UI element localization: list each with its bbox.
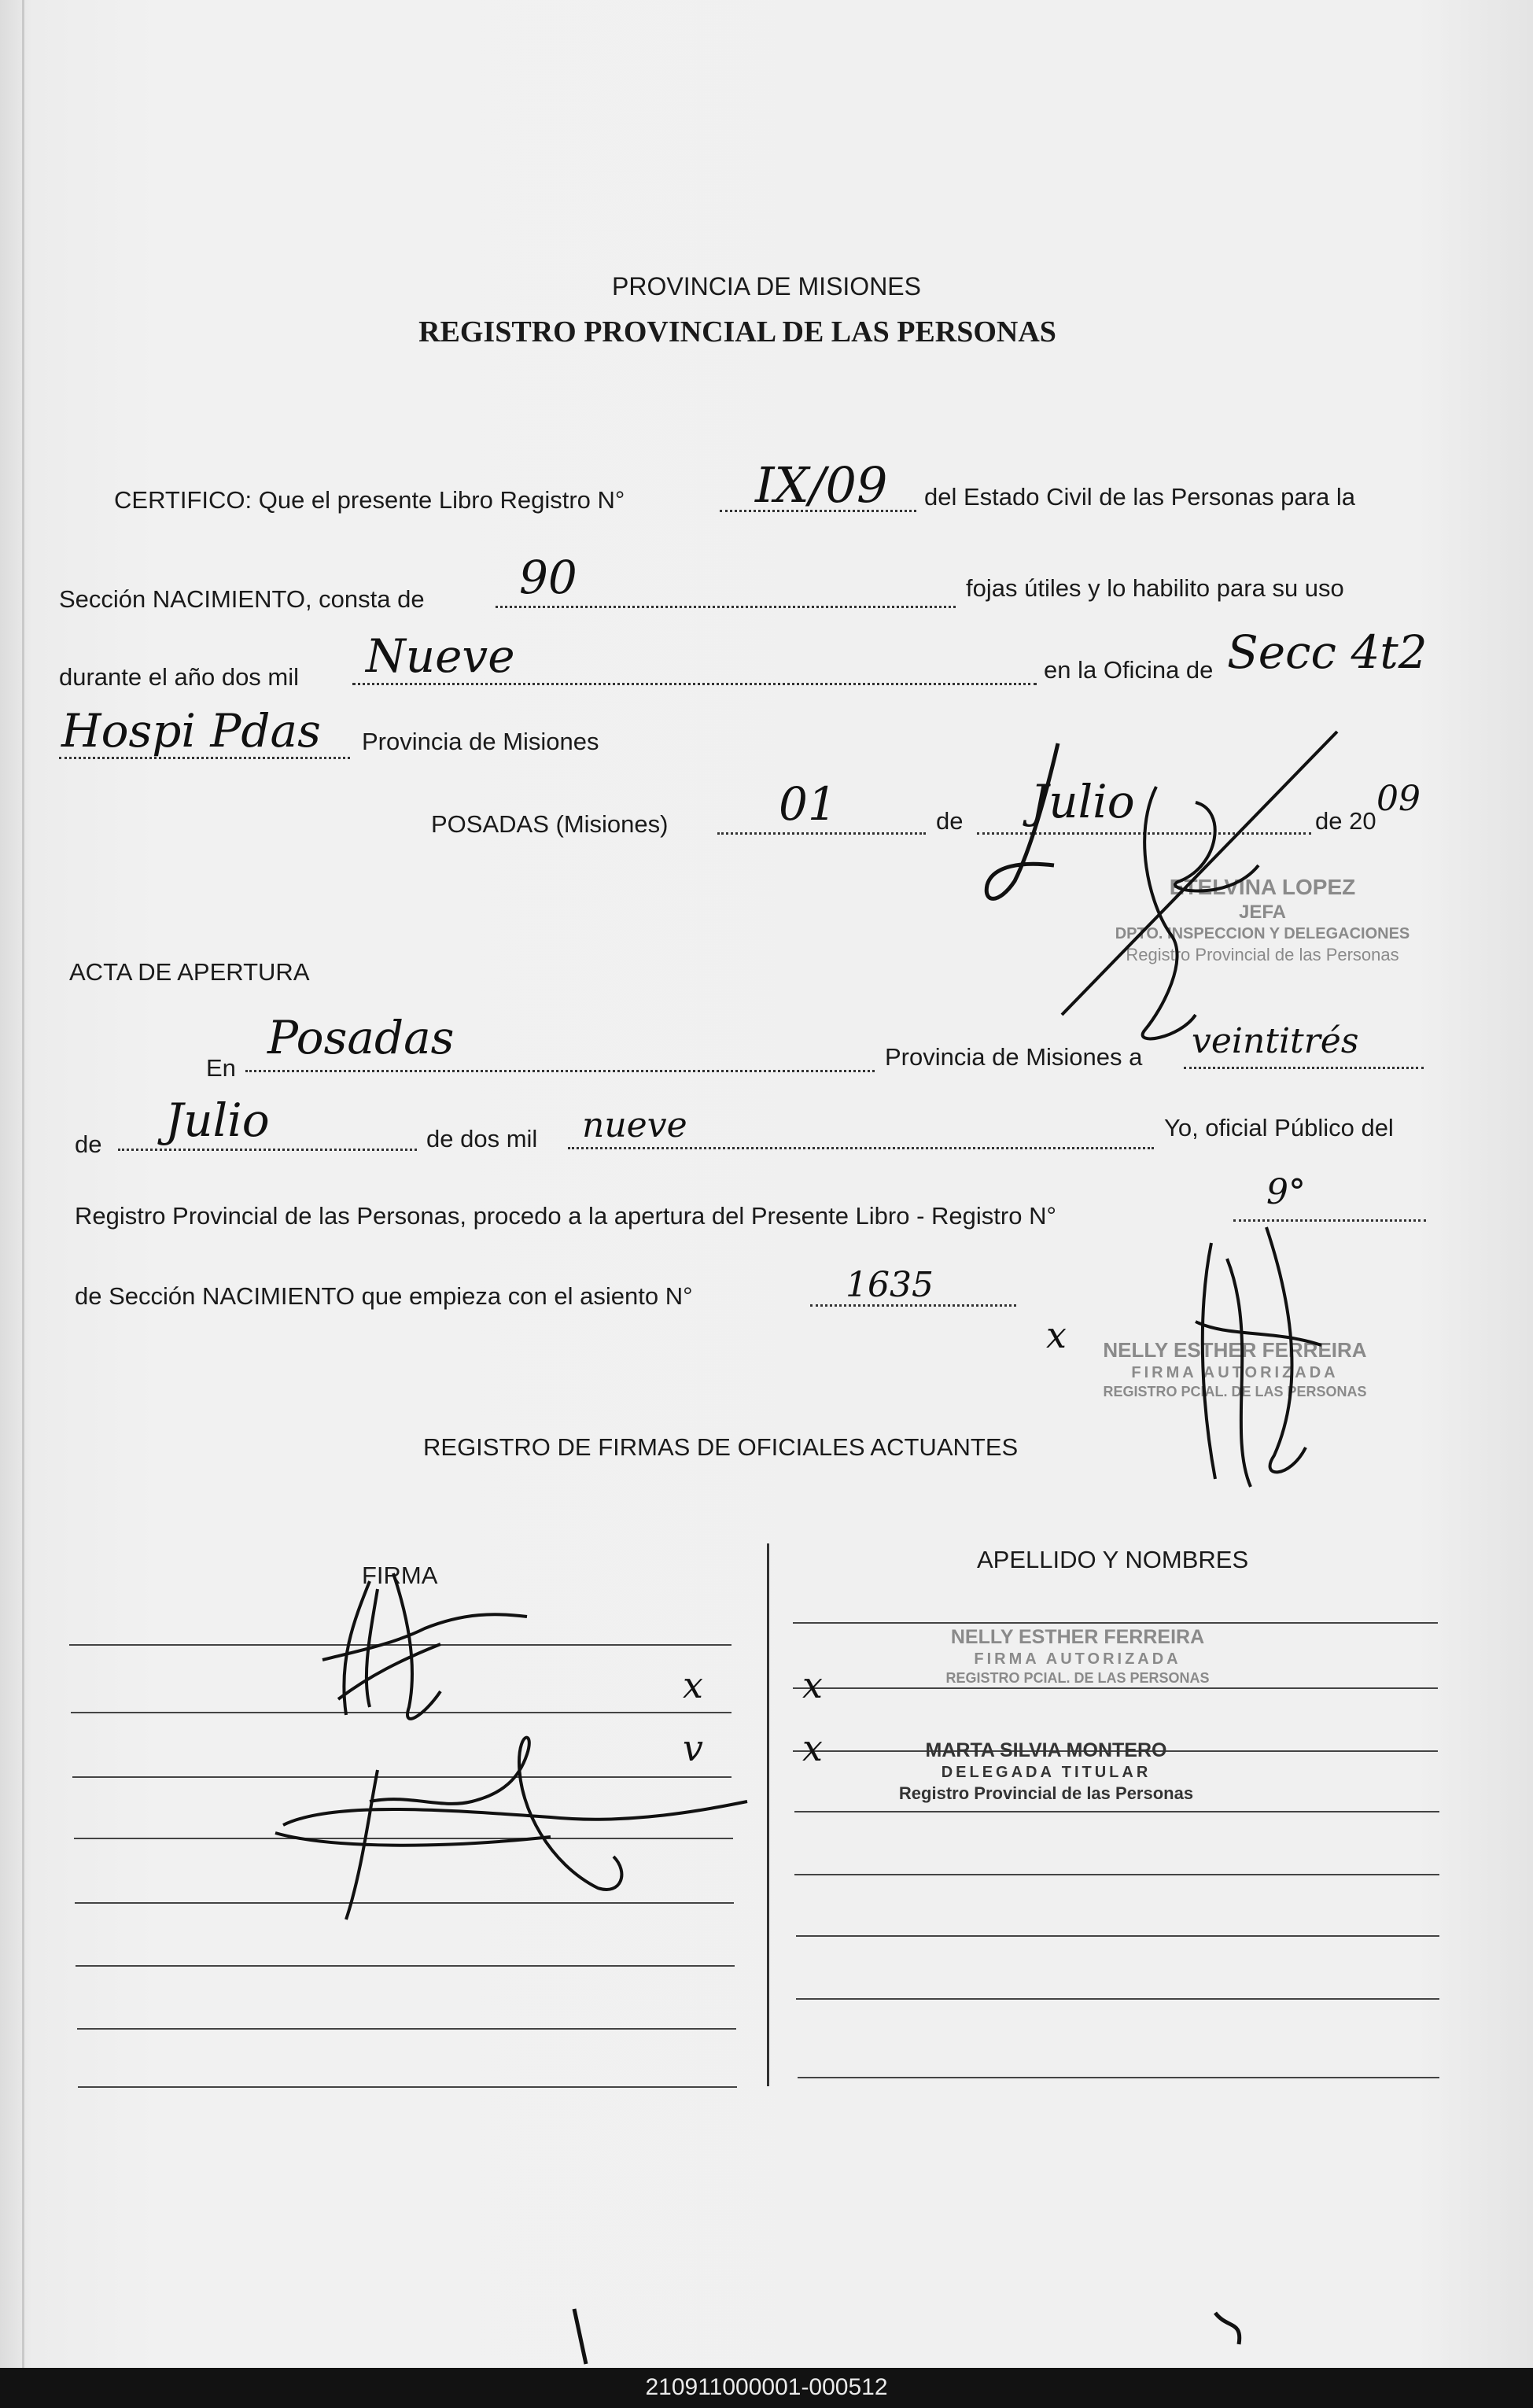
handwritten-anio-final: 09	[1376, 779, 1421, 819]
certifico-line2-text: Sección NACIMIENTO, consta de	[59, 585, 425, 613]
entry2-role: DELEGADA TITULAR	[941, 1764, 1152, 1782]
handwritten-dia: 01	[779, 777, 837, 831]
handwritten-lugar: Posadas	[267, 1011, 455, 1064]
stamp-nelly-org: REGISTRO PCIAL. DE LAS PERSONAS	[1103, 1383, 1367, 1399]
acta-de: de	[75, 1130, 102, 1158]
certifico-line1-end: del Estado Civil de las Personas para la	[924, 483, 1355, 511]
acta-provincia: Provincia de Misiones a	[885, 1043, 1143, 1071]
handwritten-mes: Julio	[1030, 775, 1135, 828]
acta-line4: de Sección NACIMIENTO que empieza con el asiento N°	[75, 1282, 693, 1310]
handwritten-libro-numero: IX/09	[755, 456, 888, 514]
entry1-name: NELLY ESTHER FERREIRA	[950, 1626, 1205, 1648]
stamp-jefa-org: Registro Provincial de las Personas	[1126, 945, 1399, 964]
handwritten-dia-letras: veintitrés	[1192, 1021, 1359, 1061]
acta-yo-oficial: Yo, oficial Público del	[1164, 1114, 1394, 1141]
entry1-role: FIRMA AUTORIZADA	[974, 1650, 1181, 1669]
footer-document-id: 210911000001-000512	[645, 2374, 888, 2400]
acta-title: ACTA DE APERTURA	[69, 958, 310, 986]
col-firma-header: FIRMA	[362, 1562, 438, 1589]
stamp-jefa-name: ETELVINA LOPEZ	[1169, 875, 1356, 899]
stamp-jefa-role: JEFA	[1238, 902, 1287, 923]
handwritten-fojas: 90	[519, 551, 577, 604]
handwritten-name-mark-1: x	[802, 1664, 823, 1706]
handwritten-asiento: 1635	[846, 1265, 934, 1305]
acta-de-dos-mil: de dos mil	[426, 1125, 538, 1152]
firmas-title: REGISTRO DE FIRMAS DE OFICIALES ACTUANTES	[423, 1433, 1019, 1461]
registry-heading: REGISTRO PROVINCIAL DE LAS PERSONAS	[418, 315, 1056, 348]
entry1-org: REGISTRO PCIAL. DE LAS PERSONAS	[945, 1670, 1210, 1687]
handwritten-mark-2: v	[683, 1727, 703, 1769]
acta-line3: Registro Provincial de las Personas, procedo a la apertura del Presente Libro - Registro N°	[75, 1202, 1056, 1230]
handwritten-mark-1: x	[683, 1664, 703, 1706]
handwritten-oficina-b: Hospi Pdas	[61, 704, 321, 758]
handwritten-registro-numero: 9°	[1266, 1172, 1306, 1212]
province-heading: PROVINCIA DE MISIONES	[612, 272, 921, 301]
handwritten-name-mark-2: x	[802, 1727, 823, 1769]
entry2-name: MARTA SILVIA MONTERO	[925, 1739, 1167, 1761]
handwritten-acta-anio: nueve	[582, 1105, 687, 1145]
handwritten-acta-mes: Julio	[165, 1093, 270, 1147]
date-de-1: de	[936, 807, 964, 835]
col-nombres-header: APELLIDO Y NOMBRES	[977, 1546, 1249, 1573]
stamp-jefa-dept: DPTO. INSPECCION Y DELEGACIONES	[1115, 925, 1410, 942]
certifico-line1-text: CERTIFICO: Que el presente Libro Registro N°	[114, 486, 625, 514]
handwritten-oficina-a: Secc 4t2	[1227, 625, 1428, 679]
handwritten-anio: Nueve	[366, 629, 515, 683]
stamp-nelly-name: NELLY ESTHER FERREIRA	[1103, 1338, 1367, 1362]
handwritten-mark: x	[1046, 1314, 1067, 1356]
date-place: POSADAS (Misiones)	[431, 810, 669, 838]
stamp-nelly-role: FIRMA AUTORIZADA	[1131, 1363, 1339, 1381]
certifico-line3-end: en la Oficina de	[1044, 656, 1214, 684]
date-de-2: de 20	[1315, 807, 1376, 835]
certifico-line3-text: durante el año dos mil	[59, 663, 300, 691]
entry2-org: Registro Provincial de las Personas	[898, 1783, 1194, 1804]
certifico-line4-end: Provincia de Misiones	[362, 728, 599, 755]
acta-en: En	[206, 1054, 236, 1082]
footer-bar	[0, 2368, 1533, 2408]
certifico-line2-end: fojas útiles y lo habilito para su uso	[966, 574, 1344, 602]
